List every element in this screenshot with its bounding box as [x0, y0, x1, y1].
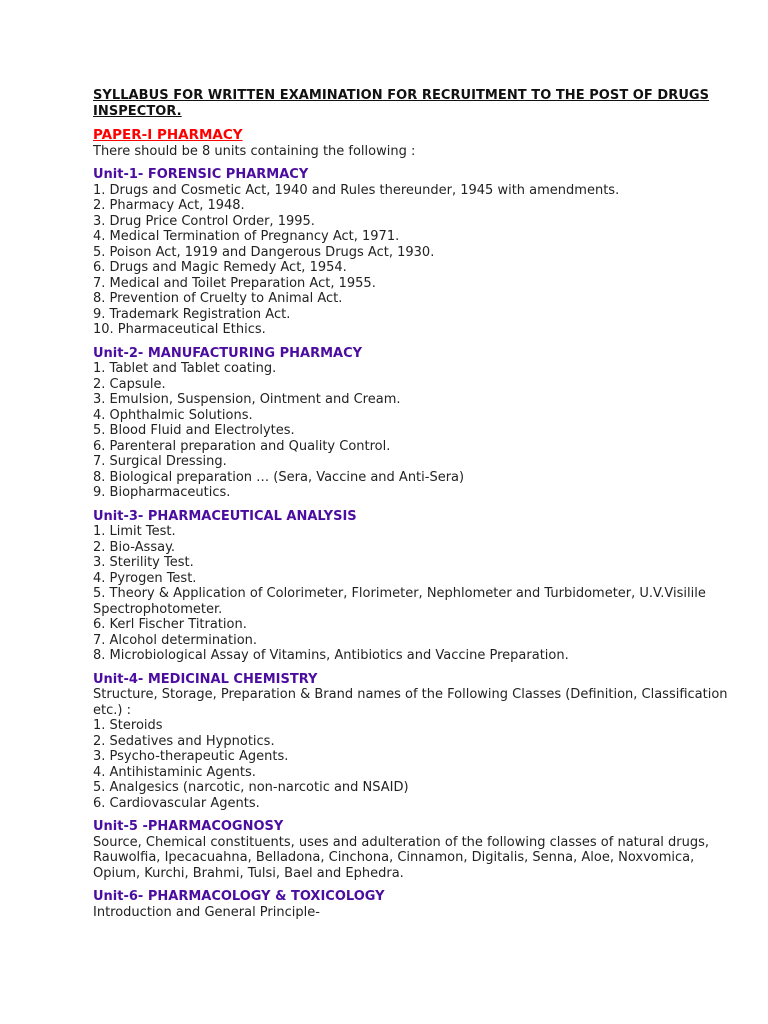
document-page	[93, 88, 733, 920]
list-item: 8. Microbiological Assay of Vitamins, Antibiotics and Vaccine Preparation.	[93, 648, 569, 663]
document-title: SYLLABUS FOR WRITTEN EXAMINATION FOR RECRUITMENT TO THE POST OF DRUGS INSPECTOR.	[93, 88, 710, 119]
unit-item-list	[93, 361, 733, 501]
unit-title: Unit-6- PHARMACOLOGY & TOXICOLOGY	[93, 889, 385, 904]
list-item: 10. Pharmaceutical Ethics.	[93, 322, 266, 337]
list-item: 4. Antihistaminic Agents.	[93, 764, 256, 780]
list-item: 5. Blood Fluid and Electrolytes.	[93, 423, 295, 438]
unit-section	[93, 509, 733, 664]
list-item: 7. Medical and Toilet Preparation Act, 1955.	[93, 275, 376, 291]
list-item: 3. Emulsion, Suspension, Ointment and Cream.	[93, 392, 401, 407]
unit-item-list	[93, 183, 733, 338]
list-item: 5. Poison Act, 1919 and Dangerous Drugs Act, 1930.	[93, 244, 435, 260]
list-item: 1. Tablet and Tablet coating.	[93, 361, 277, 376]
list-item: 3. Sterility Test.	[93, 555, 194, 570]
list-item: 1. Limit Test.	[93, 524, 176, 539]
units-container	[93, 167, 733, 920]
list-item: 9. Trademark Registration Act.	[93, 306, 291, 322]
list-item: 6. Parenteral preparation and Quality Control.	[93, 438, 391, 454]
list-item: 6. Kerl Fischer Titration.	[93, 617, 247, 632]
unit-intro: Introduction and General Principle-	[93, 904, 320, 920]
list-item: 6. Drugs and Magic Remedy Act, 1954.	[93, 260, 347, 275]
unit-section	[93, 819, 733, 881]
list-item: 9. Biopharmaceutics.	[93, 485, 231, 500]
unit-section	[93, 167, 733, 338]
unit-intro: Structure, Storage, Preparation & Brand names of the Following Classes (Definition, Classification etc.) :	[93, 687, 728, 718]
unit-intro: Source, Chemical constituents, uses and adulteration of the following classes of natural drugs, Rauwolfia, Ipecacuahna, Belladona, Cinchona, Cinnamon, Digitalis, Senna, Aloe, Noxvomica, Opium, Kurchi, Brahmi, Tulsi, Bael and Ephedra.	[93, 834, 710, 881]
list-item: 5. Theory & Application of Colorimeter, Florimeter, Nephlometer and Turbidometer, U.V.Visilile Spectrophotometer.	[93, 586, 706, 617]
paper-title: PAPER-I PHARMACY	[93, 127, 243, 143]
list-item: 4. Ophthalmic Solutions.	[93, 407, 253, 423]
list-item: 6. Cardiovascular Agents.	[93, 795, 260, 811]
list-item: 8. Biological preparation … (Sera, Vaccine and Anti-Sera)	[93, 469, 465, 485]
unit-title: Unit-1- FORENSIC PHARMACY	[93, 167, 309, 182]
unit-title: Unit-3- PHARMACEUTICAL ANALYSIS	[93, 508, 357, 524]
unit-title: Unit-2- MANUFACTURING PHARMACY	[93, 345, 363, 361]
unit-title: Unit-5 -PHARMACOGNOSY	[93, 819, 284, 834]
list-item: 4. Pyrogen Test.	[93, 570, 197, 586]
unit-title: Unit-4- MEDICINAL CHEMISTRY	[93, 671, 318, 687]
list-item: 1. Drugs and Cosmetic Act, 1940 and Rules thereunder, 1945 with amendments.	[93, 182, 620, 198]
list-item: 3. Psycho-therapeutic Agents.	[93, 749, 289, 764]
unit-section	[93, 672, 733, 812]
list-item: 5. Analgesics (narcotic, non-narcotic and NSAID)	[93, 780, 409, 795]
unit-item-list	[93, 718, 733, 811]
paper-intro: There should be 8 units containing the following :	[93, 143, 416, 159]
list-item: 1. Steroids	[93, 718, 163, 733]
list-item: 7. Alcohol determination.	[93, 632, 258, 648]
list-item: 4. Medical Termination of Pregnancy Act, 1971.	[93, 229, 400, 244]
list-item: 2. Sedatives and Hypnotics.	[93, 733, 275, 749]
list-item: 2. Pharmacy Act, 1948.	[93, 198, 245, 213]
list-item: 2. Capsule.	[93, 376, 166, 392]
list-item: 2. Bio-Assay.	[93, 539, 176, 555]
unit-section	[93, 889, 733, 920]
list-item: 3. Drug Price Control Order, 1995.	[93, 213, 315, 229]
list-item: 8. Prevention of Cruelty to Animal Act.	[93, 291, 343, 306]
list-item: 7. Surgical Dressing.	[93, 454, 227, 469]
unit-section	[93, 346, 733, 501]
unit-item-list	[93, 524, 733, 664]
